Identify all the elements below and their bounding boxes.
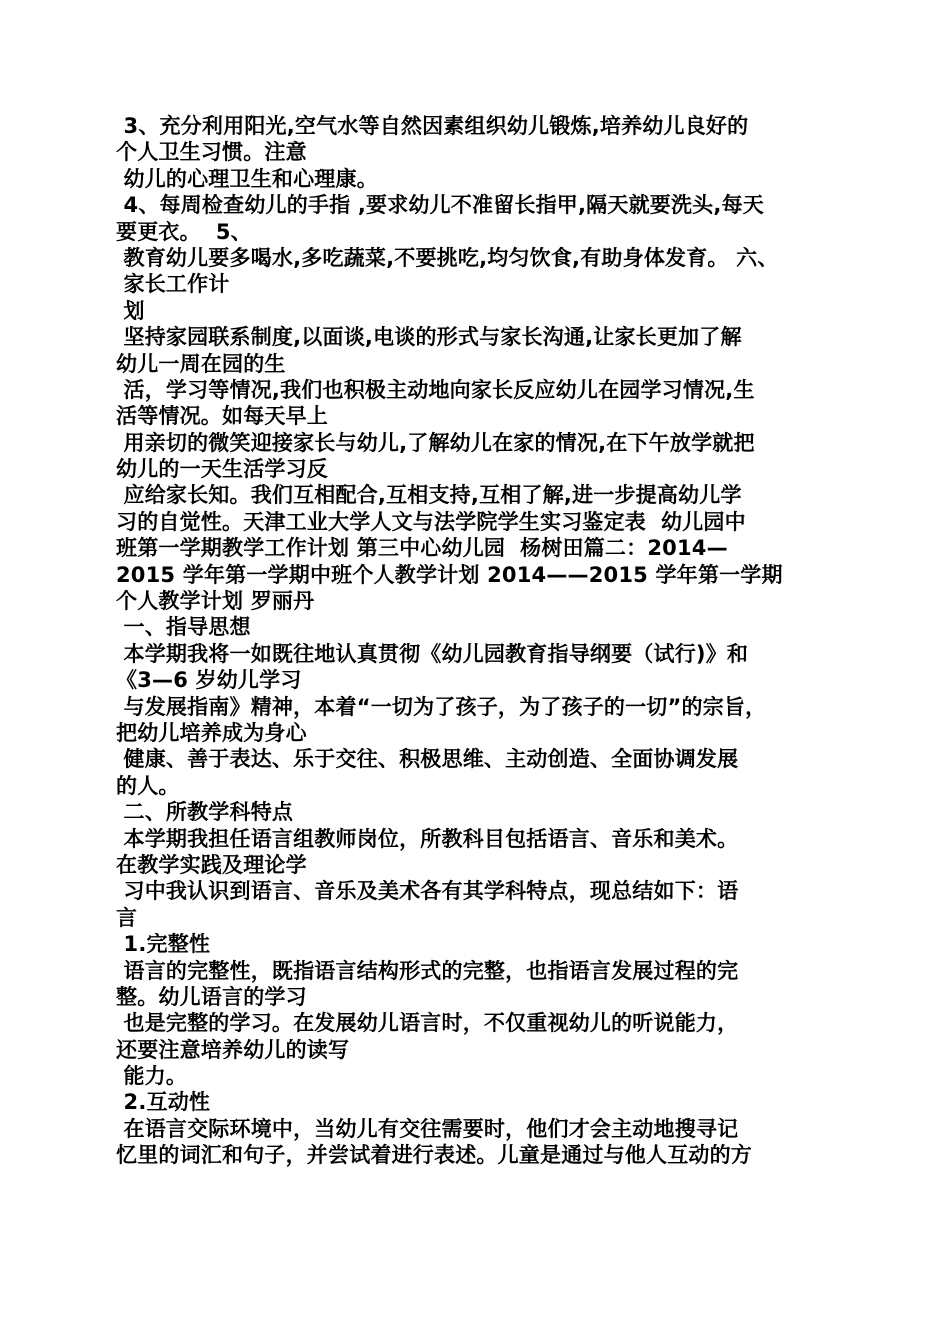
text-line: 与发展指南》精神，本着“一切为了孩子，为了孩子的一切”的宗旨， [116, 694, 767, 719]
text-line: 坚持家园联系制度,以面谈,电谈的形式与家长沟通,让家长更加了解 [116, 325, 742, 350]
text-line: 本学期我担任语言组教师岗位，所教科目包括语言、音乐和美术。 [116, 826, 739, 851]
text-line: 幼儿的心理卫生和心理康。 [116, 166, 378, 191]
text-line: 也是完整的学习。在发展幼儿语言时，不仅重视幼儿的听说能力， [116, 1011, 739, 1036]
text-line: 2015 学年第一学期中班个人教学计划 2014——2015 学年第一学期 [116, 562, 783, 587]
section-heading: 二、所教学科特点 [116, 800, 294, 825]
text-line: 的人。 [116, 773, 180, 798]
text-line: 能力。 [116, 1064, 188, 1089]
text-line: 个人教学计划 罗丽丹 [116, 589, 315, 614]
text-line: 4、每周检查幼儿的手指 ,要求幼儿不准留长指甲,隔天就要洗头,每天 [116, 193, 764, 218]
section-heading: 一、指导思想 [116, 615, 251, 640]
text-line: 把幼儿培养成为身心 [116, 720, 307, 745]
text-line: 幼儿一周在园的生 [116, 351, 286, 376]
text-line: 3、充分利用阳光,空气水等自然因素组织幼儿锻炼,培养幼儿良好的 [116, 114, 749, 138]
text-line: 本学期我将一如既往地认真贯彻《幼儿园教育指导纲要（试行)》和 [116, 641, 749, 666]
text-line: 在语言交际环境中，当幼儿有交往需要时，他们才会主动地搜寻记 [116, 1116, 739, 1141]
text-line: 要更衣。 5、 [116, 219, 252, 244]
text-line: 还要注意培养幼儿的读写 [116, 1037, 350, 1062]
text-line: 活，学习等情况,我们也积极主动地向家长反应幼儿在园学习情况,生 [116, 377, 755, 402]
text-line: 活等情况。如每天早上 [116, 404, 328, 429]
text-line: 用亲切的微笑迎接家长与幼儿,了解幼儿在家的情况,在下午放学就把 [116, 430, 755, 455]
subsection-heading: 1.完整性 [116, 932, 211, 957]
text-line: 言 [116, 905, 138, 930]
text-line: 应给家长知。我们互相配合,互相支持,互相了解,进一步提高幼儿学 [116, 483, 742, 508]
text-line: 幼儿的一天生活学习反 [116, 457, 328, 482]
subsection-heading: 2.互动性 [116, 1090, 211, 1115]
text-line: 整。幼儿语言的学习 [116, 984, 307, 1009]
text-line: 健康、善于表达、乐于交往、积极思维、主动创造、全面协调发展 [116, 747, 739, 772]
text-line: 个人卫生习惯。注意 [116, 140, 307, 165]
text-line: 忆里的词汇和句子，并尝试着进行表述。儿童是通过与他人互动的方 [116, 1143, 752, 1168]
text-line: 习中我认识到语言、音乐及美术各有其学科特点，现总结如下：语 [116, 879, 739, 904]
text-line: 划 [116, 298, 145, 323]
text-line: 习的自觉性。天津工业大学人文与法学院学生实习鉴定表 幼儿园中 [116, 509, 746, 534]
document-body [116, 113, 846, 1169]
text-line: 语言的完整性，既指语言结构形式的完整，也指语言发展过程的完 [116, 958, 739, 983]
text-line: 教育幼儿要多喝水,多吃蔬菜,不要挑吃,均匀饮食,有助身体发育。 六、 [116, 245, 779, 270]
text-line: 班第一学期教学工作计划 第三中心幼儿园 杨树田篇二：2014— [116, 536, 728, 561]
text-line: 家长工作计 [116, 272, 230, 297]
text-line: 《3—6 岁幼儿学习 [116, 668, 302, 693]
text-line: 在教学实践及理论学 [116, 852, 307, 877]
